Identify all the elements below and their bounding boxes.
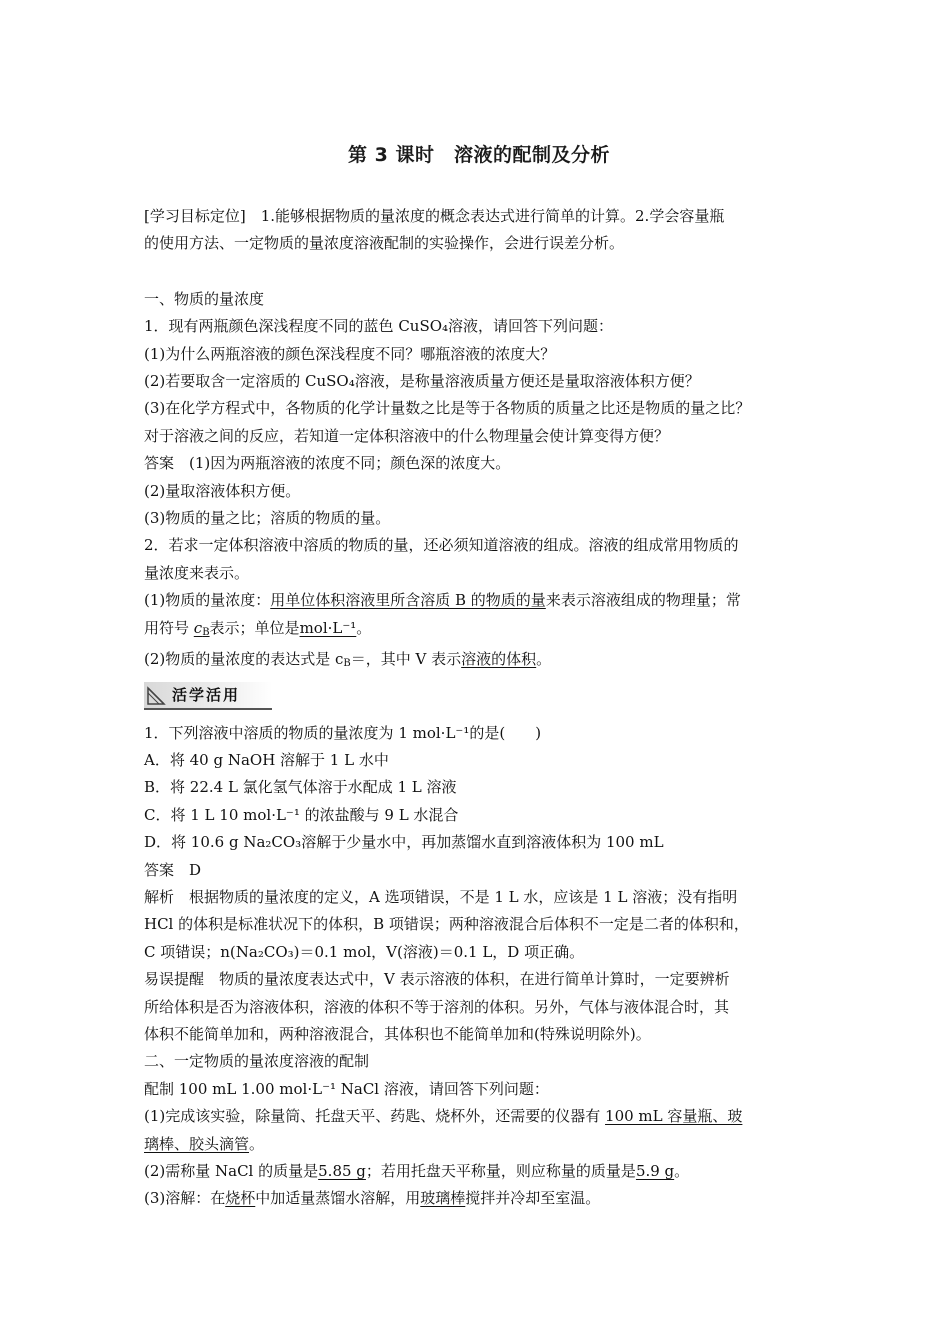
question-1: 1．现有两瓶颜色深浅程度不同的蓝色 CuSO₄溶液，请回答下列问题： bbox=[144, 317, 614, 336]
practice-banner-label: 活学活用 bbox=[172, 686, 241, 704]
tip-line-1: 易误提醒 物质的量浓度表达式中，V 表示溶液的体积，在进行简单计算时，一定要辨析 bbox=[144, 970, 730, 989]
expression-line bbox=[144, 646, 814, 677]
question-1-a: (1)为什么两瓶溶液的颜色深浅程度不同？哪瓶溶液的浓度大？ bbox=[144, 344, 556, 363]
exercise-answer: 答案 D bbox=[144, 860, 202, 879]
item-2-mid: ；若用托盘天平称量，则应称量的质量是 bbox=[365, 1162, 636, 1180]
explanation-line-3: C 项错误；n(Na₂CO₃)＝0.1 mol，V(溶液)＝0.1 L，D 项正确。 bbox=[144, 942, 585, 961]
definition-suffix: 来表示溶液组成的物理量；常 bbox=[545, 591, 741, 610]
point-2-line-1: 2．若求一定体积溶液中溶质的物质的量，还必须知道溶液的组成。溶液的组成常用物质的 bbox=[144, 536, 739, 555]
definition-underlined: 用单位体积溶液里所含溶质 B 的物质的量 bbox=[270, 591, 546, 610]
expression-mid: ＝，其中 V 表示 bbox=[350, 650, 462, 669]
item-1-line-2 bbox=[144, 1131, 814, 1158]
tip-line-2: 所给体积是否为溶液体积，溶液的体积不等于溶剂的体积。另外，气体与液体混合时，其 bbox=[144, 997, 730, 1016]
item-1-end: 。 bbox=[249, 1134, 265, 1153]
answer-2: (2)量取溶液体积方便。 bbox=[144, 481, 301, 500]
item-2-end: 。 bbox=[674, 1162, 690, 1180]
option-d: D．将 10.6 g Na₂CO₃溶解于少量水中，再加蒸馏水直到溶液体积为 100 mL bbox=[144, 833, 664, 852]
item-1-prefix: (1)完成该实验，除量筒、托盘天平、药匙、烧杯外，还需要的仪器有 bbox=[144, 1107, 606, 1126]
symbol-c: c bbox=[193, 618, 203, 637]
item-3-prefix: (3)溶解：在 bbox=[144, 1189, 226, 1208]
answer-1: 答案 (1)因为两瓶溶液的浓度不同；颜色深的浓度大。 bbox=[144, 454, 511, 473]
item-3 bbox=[144, 1185, 814, 1212]
definition-line-2 bbox=[144, 615, 814, 646]
expression-sub: B bbox=[343, 658, 351, 670]
section-2-heading: 二、一定物质的量浓度溶液的配制 bbox=[144, 1052, 370, 1071]
corner-triangle-icon bbox=[146, 684, 168, 706]
item-2 bbox=[144, 1158, 814, 1185]
explanation-line-1: 解析 根据物质的量浓度的定义，A 选项错误，不是 1 L 水，应该是 1 L 溶液；没有指明 bbox=[144, 887, 738, 906]
expression-end: 。 bbox=[536, 650, 552, 669]
expression-prefix: (2)物质的量浓度的表达式是 c bbox=[144, 650, 344, 669]
section-1-heading: 一、物质的量浓度 bbox=[144, 289, 265, 308]
symbol-prefix: 用符号 bbox=[144, 618, 194, 637]
unit-end: 。 bbox=[356, 618, 372, 637]
page-title: 第 3 课时 溶液的配制及分析 bbox=[348, 144, 610, 166]
document-page bbox=[144, 140, 814, 1213]
item-2-underlined: 5.85 g bbox=[318, 1162, 366, 1180]
item-3-mid: 中加适量蒸馏水溶解，用 bbox=[255, 1189, 421, 1208]
unit-underlined: mol·L⁻¹ bbox=[299, 618, 357, 637]
option-b: B．将 22.4 L 氯化氢气体溶于水配成 1 L 溶液 bbox=[144, 778, 457, 797]
item-1-line-1 bbox=[144, 1103, 814, 1130]
question-1-c-line-1: (3)在化学方程式中，各物质的化学计量数之比是等于各物质的质量之比还是物质的量之比？ bbox=[144, 399, 751, 418]
answer-3: (3)物质的量之比；溶质的物质的量。 bbox=[144, 509, 391, 528]
goal-line-2: 的使用方法、一定物质的量浓度溶液配制的实验操作，会进行误差分析。 bbox=[144, 234, 625, 253]
item-1-underlined-2: 璃棒、胶头滴管 bbox=[144, 1134, 250, 1153]
option-a: A．将 40 g NaOH 溶解于 1 L 水中 bbox=[144, 750, 389, 769]
item-3-end: 搅拌并冷却至室温。 bbox=[465, 1189, 601, 1208]
option-c: C．将 1 L 10 mol·L⁻¹ 的浓盐酸与 9 L 水混合 bbox=[144, 805, 459, 824]
question-1-c-line-2: 对于溶液之间的反应，若知道一定体积溶液中的什么物理量会使计算变得方便？ bbox=[144, 426, 670, 445]
symbol-sub: B bbox=[202, 626, 210, 638]
practice-banner bbox=[144, 682, 272, 710]
section-2-intro: 配制 100 mL 1.00 mol·L⁻¹ NaCl 溶液，请回答下列问题： bbox=[144, 1079, 549, 1098]
item-2-underlined-2: 5.9 g bbox=[635, 1162, 675, 1180]
question-1-b: (2)若要取含一定溶质的 CuSO₄溶液，是称量溶液质量方便还是量取溶液体积方便？ bbox=[144, 372, 700, 391]
definition-prefix: (1)物质的量浓度： bbox=[144, 591, 271, 610]
symbol-cb bbox=[194, 619, 210, 637]
item-3-underlined-2: 玻璃棒 bbox=[420, 1189, 466, 1208]
item-2-prefix: (2)需称量 NaCl 的质量是 bbox=[144, 1162, 319, 1180]
goal-line-1: [学习目标定位] 1.能够根据物质的量浓度的概念表达式进行简单的计算。2.学会容量瓶 bbox=[144, 207, 725, 225]
definition-line-1 bbox=[144, 587, 814, 614]
expression-underlined: 溶液的体积 bbox=[461, 650, 537, 669]
exercise-question: 1．下列溶液中溶质的物质的量浓度为 1 mol·L⁻¹的是( ) bbox=[144, 723, 542, 742]
tip-line-3: 体积不能简单加和，两种溶液混合，其体积也不能简单加和(特殊说明除外)。 bbox=[144, 1024, 651, 1043]
item-1-underlined: 100 mL 容量瓶、玻 bbox=[605, 1107, 743, 1126]
item-3-underlined: 烧杯 bbox=[225, 1189, 256, 1208]
unit-prefix: 表示；单位是 bbox=[209, 618, 300, 637]
point-2-line-2: 量浓度来表示。 bbox=[144, 563, 250, 582]
explanation-line-2: HCl 的体积是标准状况下的体积，B 项错误；两种溶液混合后体积不一定是二者的体积和， bbox=[144, 915, 749, 934]
